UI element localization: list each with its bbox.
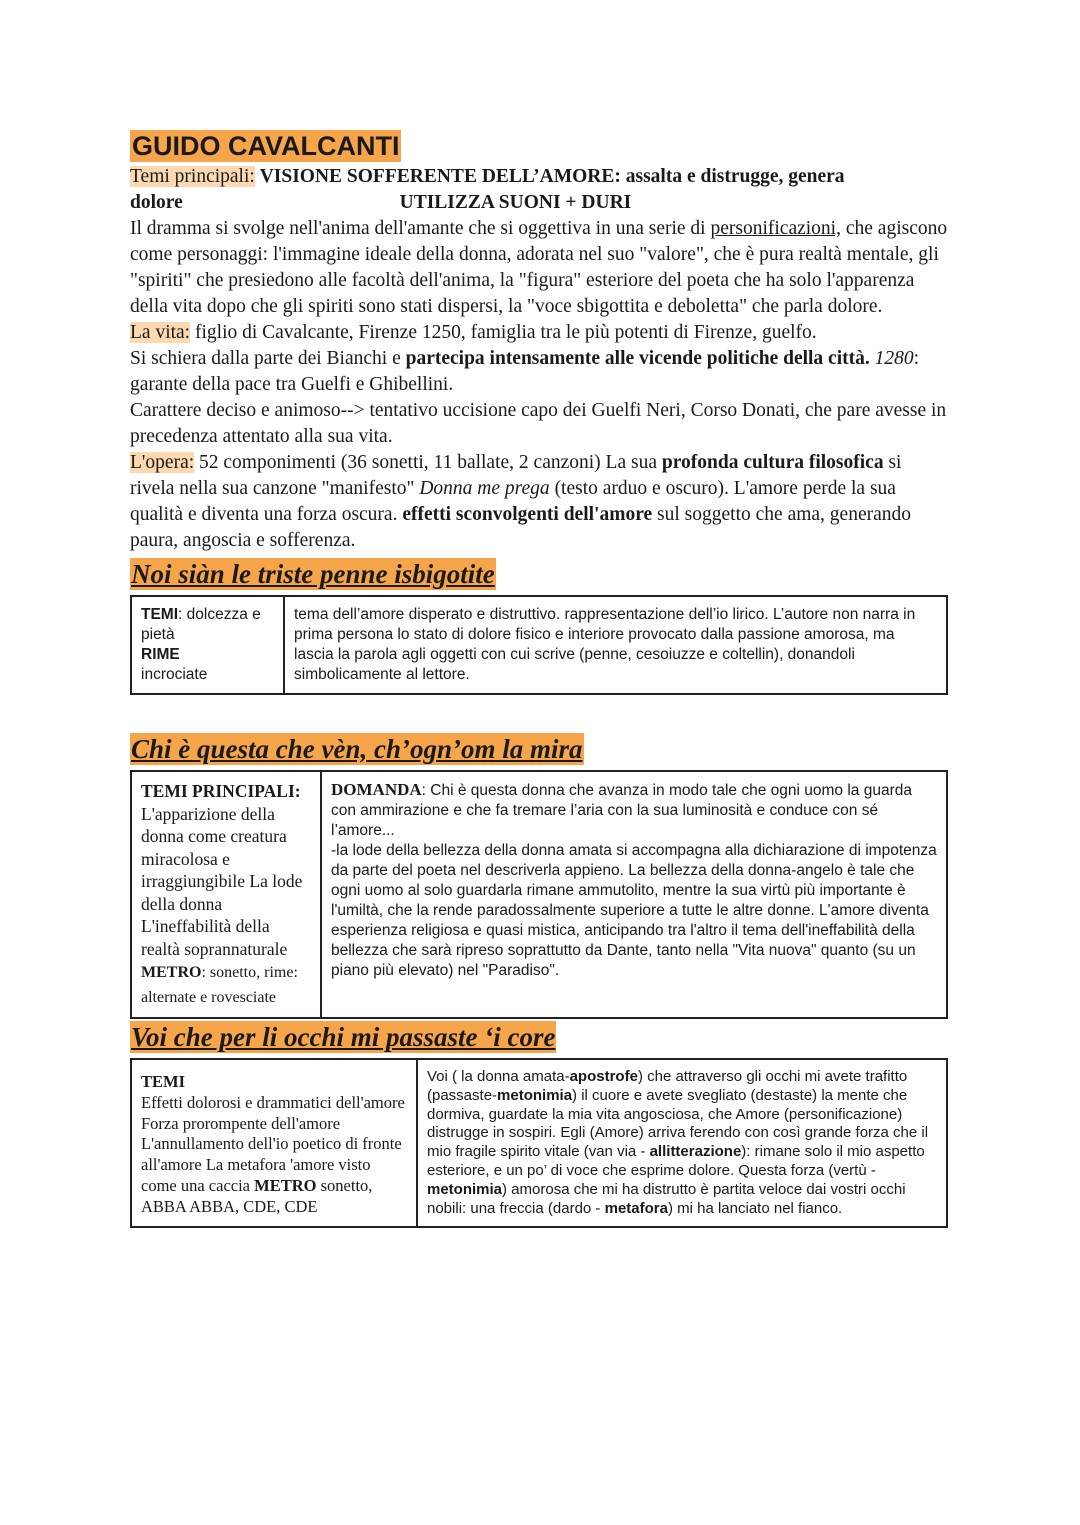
- section-title: Noi siàn le triste penne isbigotite: [131, 559, 495, 589]
- opera-italic: Donna me prega: [419, 478, 550, 499]
- section-table: [130, 770, 948, 1019]
- figure-metafora: metafora: [604, 1199, 668, 1217]
- figure-metonimia: metonimia: [497, 1086, 573, 1104]
- intro-carattere: Carattere deciso e animoso--> tentativo uccisione capo dei Guelfi Neri, Corso Donati, che pare avesse in precedenza attentato alla sua vita.: [130, 400, 947, 447]
- amore-text-b: sul soggetto che ama, generando paura, angoscia e sofferenza.: [130, 504, 912, 551]
- amore-text-a: L'amore perde la sua qualità e diventa una forza oscura.: [130, 478, 896, 525]
- section-left-cell: [131, 1059, 417, 1227]
- rime-text: incrociate: [141, 666, 208, 683]
- temi-bold-end: dolore: [130, 192, 183, 213]
- section-title: Voi che per li occhi mi passaste ‘i core: [131, 1022, 556, 1052]
- section-right-cell: [417, 1059, 947, 1227]
- metro-label: METRO: [141, 964, 202, 981]
- vita-bold: partecipa intensamente alle vicende politiche della città.: [405, 348, 870, 369]
- analysis-text: ): rimane solo il mio aspetto esteriore, e un po’ di voce che esprime dolore. Questa forza (vertù -: [427, 1143, 925, 1179]
- intro-vita: [130, 320, 950, 398]
- intro-opera: [130, 450, 950, 554]
- dramma-underlined: personificazioni,: [710, 218, 841, 239]
- domanda-text: : Chi è questa donna che avanza in modo tale che ogni uomo la guarda con ammirazione e che fa tremare l’aria con la sua luminosità e conduce con sé l’amore...: [331, 782, 912, 839]
- vita-text-b: Si schiera dalla parte dei Bianchi e: [130, 348, 401, 369]
- section-left-cell: [131, 596, 284, 694]
- analysis-text: ) amorosa che mi ha distrutto è partita veloce dai vostri occhi nobili: una freccia (dardo -: [427, 1180, 906, 1217]
- figure-metonimia: metonimia: [427, 1180, 503, 1198]
- metro-text: : sonetto, rime: alternate e rovesciate: [141, 964, 298, 1006]
- rime-label: RIME: [141, 646, 180, 663]
- analysis-text: Voi ( la donna amata-: [427, 1068, 570, 1085]
- temi-label: Temi principali:: [130, 166, 255, 187]
- figure-allitterazione: allitterazione: [649, 1143, 742, 1161]
- opera-text-a: 52 componimenti (36 sonetti, 11 ballate, 2 canzoni) La sua: [199, 452, 657, 473]
- domanda-label: DOMANDA: [331, 780, 422, 799]
- metro-text: sonetto, ABBA ABBA, CDE, CDE: [141, 1175, 373, 1216]
- opera-text-b: si rivela nella sua canzone "manifesto": [130, 452, 902, 499]
- figure-apostrofe: apostrofe: [569, 1068, 638, 1085]
- analysis-text: ) il cuore e avete svegliato (destaste) la mente che dormiva, guardate la mia vita angosciosa, che Amore (personificazione) distrugge in sospiri. Egli (Amore) arriva ferendo con così grande forza che il mio fragile spirito vitale (van via -: [427, 1086, 929, 1161]
- document-title: GUIDO CAVALCANTI: [132, 131, 400, 161]
- vita-text-a: figlio di Cavalcante, Firenze 1250, famiglia tra le più potenti di Firenze, guelfo.: [194, 322, 817, 343]
- dramma-text-a: Il dramma si svolge nell'anima dell'amante che si oggettiva in una serie di: [130, 218, 706, 239]
- amore-bold: effetti sconvolgenti dell'amore: [402, 504, 653, 525]
- metro-label: METRO: [254, 1175, 317, 1195]
- section-table: [130, 595, 948, 695]
- intro-dramma: [130, 216, 950, 320]
- dramma-text-b: che agiscono come personaggi: l'immagine ideale della donna, adorata nel suo "valore", che è pura realtà mentale, gli "spiriti" che presiedono alle facoltà dell'anima, la "figura" esteriore del poeta che ha solo l'apparenza della vita dopo che gli spiriti sono stati dispersi, la "voce sbigottita e deboletta" che parla dolore.: [130, 218, 948, 317]
- analysis-text: ) mi ha lanciato nel fianco.: [667, 1199, 843, 1217]
- section-voi-che-per: [130, 1021, 950, 1228]
- vita-label: La vita:: [130, 322, 191, 343]
- temi-text: L'apparizione della donna come creatura miracolosa e irraggiungibile La lode della donna L'ineffabilità della realtà soprannaturale: [141, 803, 303, 959]
- opera-text-c: (testo arduo e oscuro).: [554, 478, 729, 499]
- temi-label: TEMI: [141, 606, 179, 623]
- temi-text: Effetti dolorosi e drammatici dell'amore Forza prorompente dell'amore L'annullamento dell'io poetico di fronte all'amore La metafora 'amore visto come una caccia: [141, 1092, 405, 1195]
- section-table: [130, 1058, 948, 1228]
- vita-text-c: : garante della pace tra Guelfi e Ghibellini.: [130, 348, 920, 395]
- lode-text: -la lode della bellezza della donna amata si accompagna alla dichiarazione di impotenza da parte del poeta nel descriverla appieno. La bellezza della donna-angelo è tale che ogni uomo al solo guardarla rimane ammutolito, mentre la sua virtù più importante è l'umiltà, che la rende paradossalmente superiore a tutte le altre donne. L'amore diventa esperienza religiosa e quasi mistica, anticipando tra l'altro il tema dell'ineffabilità della bellezza che sarà ripreso soprattutto da Dante, tanto nella "Vita nuova" quanto (su un piano più elevato) nel "Paradiso".: [331, 842, 937, 979]
- analysis-text: ) che attraverso gli occhi mi avete trafitto (passaste-: [427, 1068, 908, 1104]
- temi-bold: VISIONE SOFFERENTE DELL’AMORE: assalta e distrugge, genera: [259, 166, 845, 187]
- section-right-cell: [321, 771, 947, 1018]
- temi-label: TEMI PRINCIPALI:: [141, 781, 301, 801]
- suoni-text: UTILIZZA SUONI + DURI: [399, 192, 632, 213]
- section-chi-e-questa: [130, 733, 950, 1019]
- temi-text: : dolcezza e pietà: [141, 606, 261, 643]
- section-left-cell: [131, 771, 321, 1018]
- section-title: Chi è questa che vèn, ch’ogn’om la mira: [131, 734, 583, 764]
- vita-year: 1280: [874, 348, 914, 369]
- temi-label: TEMI: [141, 1072, 186, 1091]
- opera-bold: profonda cultura filosofica: [661, 452, 884, 473]
- opera-label: L'opera:: [130, 452, 195, 473]
- section-right-cell: tema dell’amore disperato e distruttivo. rappresentazione dell’io lirico. L’autore non narra in prima persona lo stato di dolore fisico e interiore provocato dalla passione amorosa, ma lascia la parola agli oggetti con cui scrive (penne, cesoiuzze e coltellin), donandoli simbolicamente al lettore.: [284, 596, 947, 694]
- section-noi-sian: [130, 558, 950, 695]
- intro-temi: [130, 164, 950, 216]
- document-page: [130, 130, 950, 1228]
